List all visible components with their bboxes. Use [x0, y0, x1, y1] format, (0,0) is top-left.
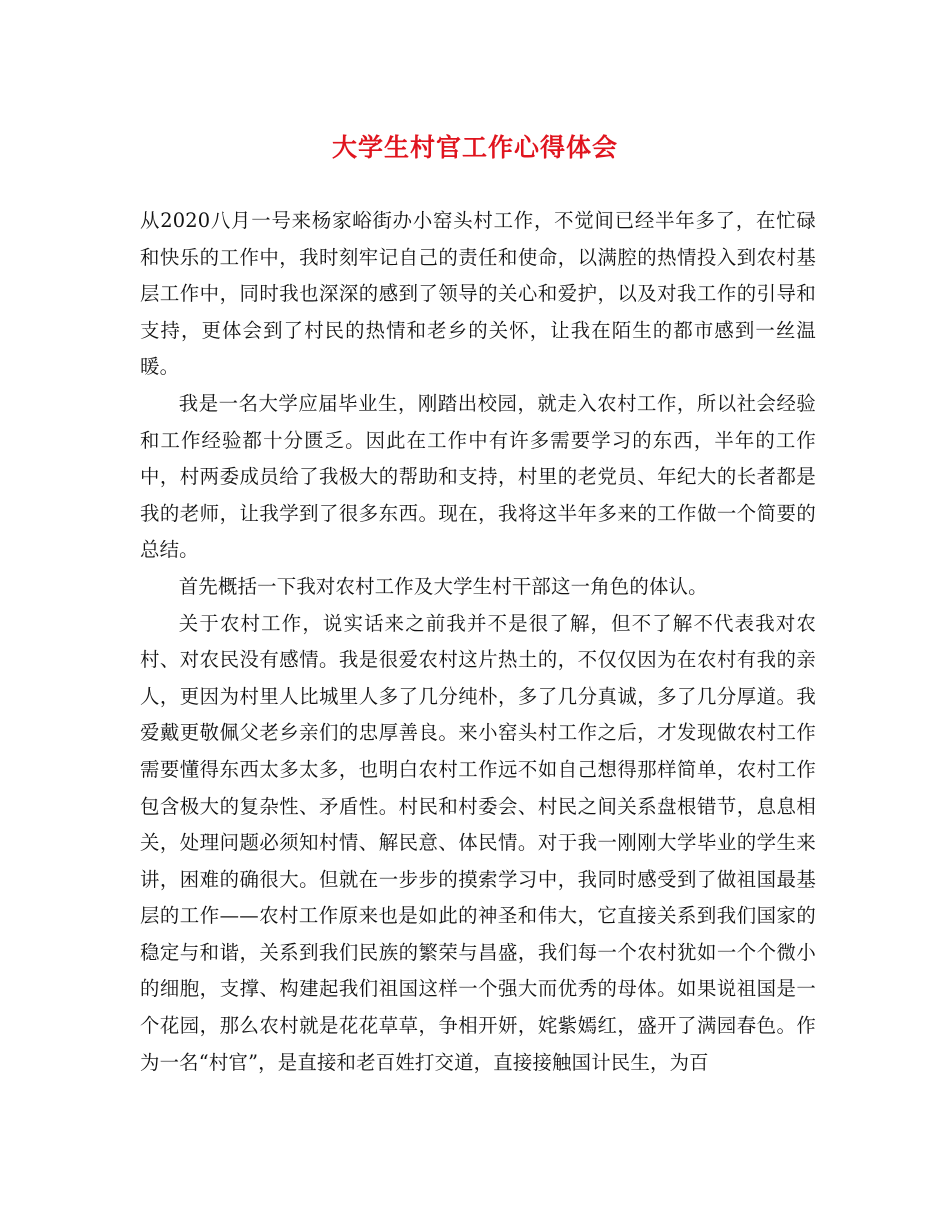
paragraph-4: 关于农村工作，说实话来之前我并不是很了解，但不了解不代表我对农村、对农民没有感情。我是很爱农村这片热土的，不仅仅因为在农村有我的亲人，更因为村里人比城里人多了几分纯朴，多了几分真诚，多了几分厚道。我爱戴更敬佩父老乡亲们的忠厚善良。来小窑头村工作之后，才发现做农村工作需要懂得东西太多太多，也明白农村工作远不如自己想得那样简单，农村工作包含极大的复杂性、矛盾性。村民和村委会、村民之间关系盘根错节，息息相关，处理问题必须知村情、解民意、体民情。对于我一刚刚大学毕业的学生来讲，困难的确很大。但就在一步步的摸索学习中，我同时感受到了做祖国最基层的工作——农村工作原来也是如此的神圣和伟大，它直接关系到我们国家的稳定与和谐，关系到我们民族的繁荣与昌盛，我们每一个农村犹如一个个微小的细胞，支撑、构建起我们祖国这样一个强大而优秀的母体。如果说祖国是一个花园，那么农村就是花花草草，争相开妍，姹紫嫣红，盛开了满园春色。作为一名“村官”，是直接和老百姓打交道，直接接触国计民生，为百	[140, 611, 816, 1074]
paragraph-3: 首先概括一下我对农村工作及大学生村干部这一角色的体认。	[178, 574, 708, 598]
paragraph-2: 我是一名大学应届毕业生，刚踏出校园，就走入农村工作，所以社会经验和工作经验都十分匮乏。因此在工作中有许多需要学习的东西，半年的工作中，村两委成员给了我极大的帮助和支持，村里的老党员、年纪大的长者都是我的老师，让我学到了很多东西。现在，我将这半年多来的工作做一个简要的总结。	[140, 391, 816, 562]
paragraph-1: 从2020八月一号来杨家峪街办小窑头村工作，不觉间已经半年多了，在忙碌和快乐的工作中，我时刻牢记自己的责任和使命，以满腔的热情投入到农村基层工作中，同时我也深深的感到了领导的关心和爱护，以及对我工作的引导和支持，更体会到了村民的热情和老乡的关怀，让我在陌生的都市感到一丝温暖。	[140, 209, 816, 379]
document-title: 大学生村官工作心得体会	[331, 133, 618, 162]
document-body	[140, 203, 816, 1081]
